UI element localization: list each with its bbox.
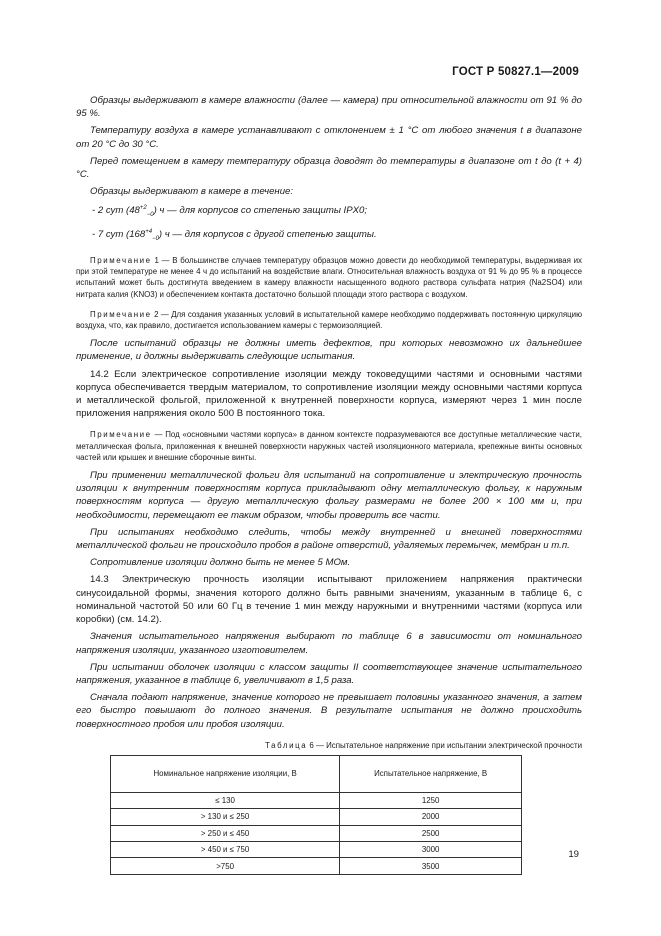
document-id: ГОСТ Р 50827.1—2009 <box>452 66 579 78</box>
paragraph: Перед помещением в камеру температуру образца доводят до температуры в диапазоне от t до (t + 4) °С. <box>76 155 582 181</box>
table-cell: > 130 и ≤ 250 <box>111 809 340 825</box>
table-cell: ≤ 130 <box>111 792 340 808</box>
paragraph: Сначала подают напряжение, значение которого не превышает половины указанного значения, а затем его быстро повышают до полного значения. В результате испытания не должно происходить поверхностного пробоя или пробоя изоляции. <box>76 692 582 730</box>
table-cell: 3000 <box>340 842 522 858</box>
table-caption: Таблица 6 — Испытательное напряжение при испытании электрической прочности <box>265 740 582 750</box>
paragraph: Значения испытательного напряжения выбирают по таблице 6 в зависимости от номинального напряжения изоляции, указанного изготовителем. <box>76 631 582 656</box>
paragraph: 14.2 Если электрическое сопротивление изоляции между токоведущими частями и основными частями корпуса обеспечивается твердым материалом, то сопротивление изоляции между основными частями корпуса и металлической фольгой, приложенной к внутренней поверхности корпуса, измеряют через 1 мин после приложения напряжения около 500 В постоянного тока. <box>76 368 582 420</box>
paragraph: 14.3 Электрическую прочность изоляции испытывают приложением напряжения практически синусоидальной формы, значения которого должно быть равными значениям, указанным в таблице 6, с номинальной частотой 50 или 60 Гц в течение 1 мин между наружными и внутренними частями (корпуса или коробки) (см. 14.2). <box>76 574 582 626</box>
table-row <box>111 842 522 858</box>
list-item: - 2 сут $(48^{+2}_{-0})$ ч — для корпусов со степенью защиты IPX0; <box>92 205 368 219</box>
table-cell: 1250 <box>340 792 522 808</box>
note: Примечание 1 — В большинстве случаев температуру образцов можно довести до необходимой температуры, выдерживая их при этой температуре не менее 4 ч до испытаний на воздействие влаги. Относительная влажность воздуха от 91 % до 95 % в процессе испытаний может быть достигнута введением в камеру влажности насыщенного водного раствора сульфата натрия (Na2SO4) или нитрата калия (KNO3) и обеспечением контакта достаточно большой площади этого раствора с воздухом. <box>76 256 582 299</box>
paragraph: Образцы выдерживают в камере влажности (далее — камера) при относительной влажности от 91 % до 95 %. <box>76 95 582 120</box>
note: Примечание 2 — Для создания указанных условий в испытательной камере необходимо поддерживать постоянную циркуляцию воздуха, что, как правило, достигается использованием камеры с термоизоляцией. <box>76 309 582 331</box>
column-header: Испытательное напряжение, В <box>340 755 522 792</box>
table-cell: > 250 и ≤ 450 <box>111 825 340 841</box>
note: Примечание — Под «основными частями корпуса» в данном контексте подразумеваются все доступные металлические части, металлическая фольга, приложенная к внешней поверхности наружных частей изоляционного материала, крепежные винты основных частей или крышек и внешние сборочные винты. <box>76 430 582 462</box>
table-row <box>111 825 522 841</box>
table-header-row <box>111 755 522 792</box>
paragraph: Образцы выдерживают в камере в течение: <box>90 186 294 198</box>
table-cell: 3500 <box>340 858 522 874</box>
table-row <box>111 858 522 874</box>
list-item: - 7 сут $(168^{+4}_{-0})$ ч — для корпусов с другой степенью защиты. <box>92 228 377 242</box>
table-cell: 2000 <box>340 809 522 825</box>
paragraph: При испытании оболочек изоляции с классом защиты II соответствующее значение испытательного напряжения, указанное в таблице 6, увеличивают в 1,5 раза. <box>76 661 582 686</box>
voltage-table <box>110 755 522 875</box>
paragraph: Сопротивление изоляции должно быть не менее 5 МОм. <box>90 557 351 569</box>
table-cell: >750 <box>111 858 340 874</box>
table-row <box>111 792 522 808</box>
table-cell: > 450 и ≤ 750 <box>111 842 340 858</box>
document-body <box>76 94 582 875</box>
paragraph: Температуру воздуха в камере устанавливают с отклонением ± 1 °С от любого значения t в диапазоне от 20 °С до 30 °С. <box>76 125 582 150</box>
paragraph: При испытаниях необходимо следить, чтобы между внутренней и внешней поверхностями металлической фольги не происходило пробоя в районе отверстий, удаляемых перемычек, мембран и т.п. <box>76 526 582 552</box>
page-number: 19 <box>568 849 579 860</box>
table-cell: 2500 <box>340 825 522 841</box>
paragraph: При применении металлической фольги для испытаний на сопротивление и электрическую прочность изоляции к внутренним поверхностям корпуса прикладывают одну металлическую фольгу, к наружным поверхностям корпуса — другую металлическую фольгу размерами не более 200 × 100 мм и, при необходимости, перемещают ее таким образом, чтобы проверить все части. <box>76 470 582 521</box>
table-row <box>111 809 522 825</box>
column-header: Номинальное напряжение изоляции, В <box>111 755 340 792</box>
paragraph: После испытаний образцы не должны иметь дефектов, при которых невозможно их дальнейшее применение, и должны выдерживать следующие испытания. <box>76 338 582 363</box>
